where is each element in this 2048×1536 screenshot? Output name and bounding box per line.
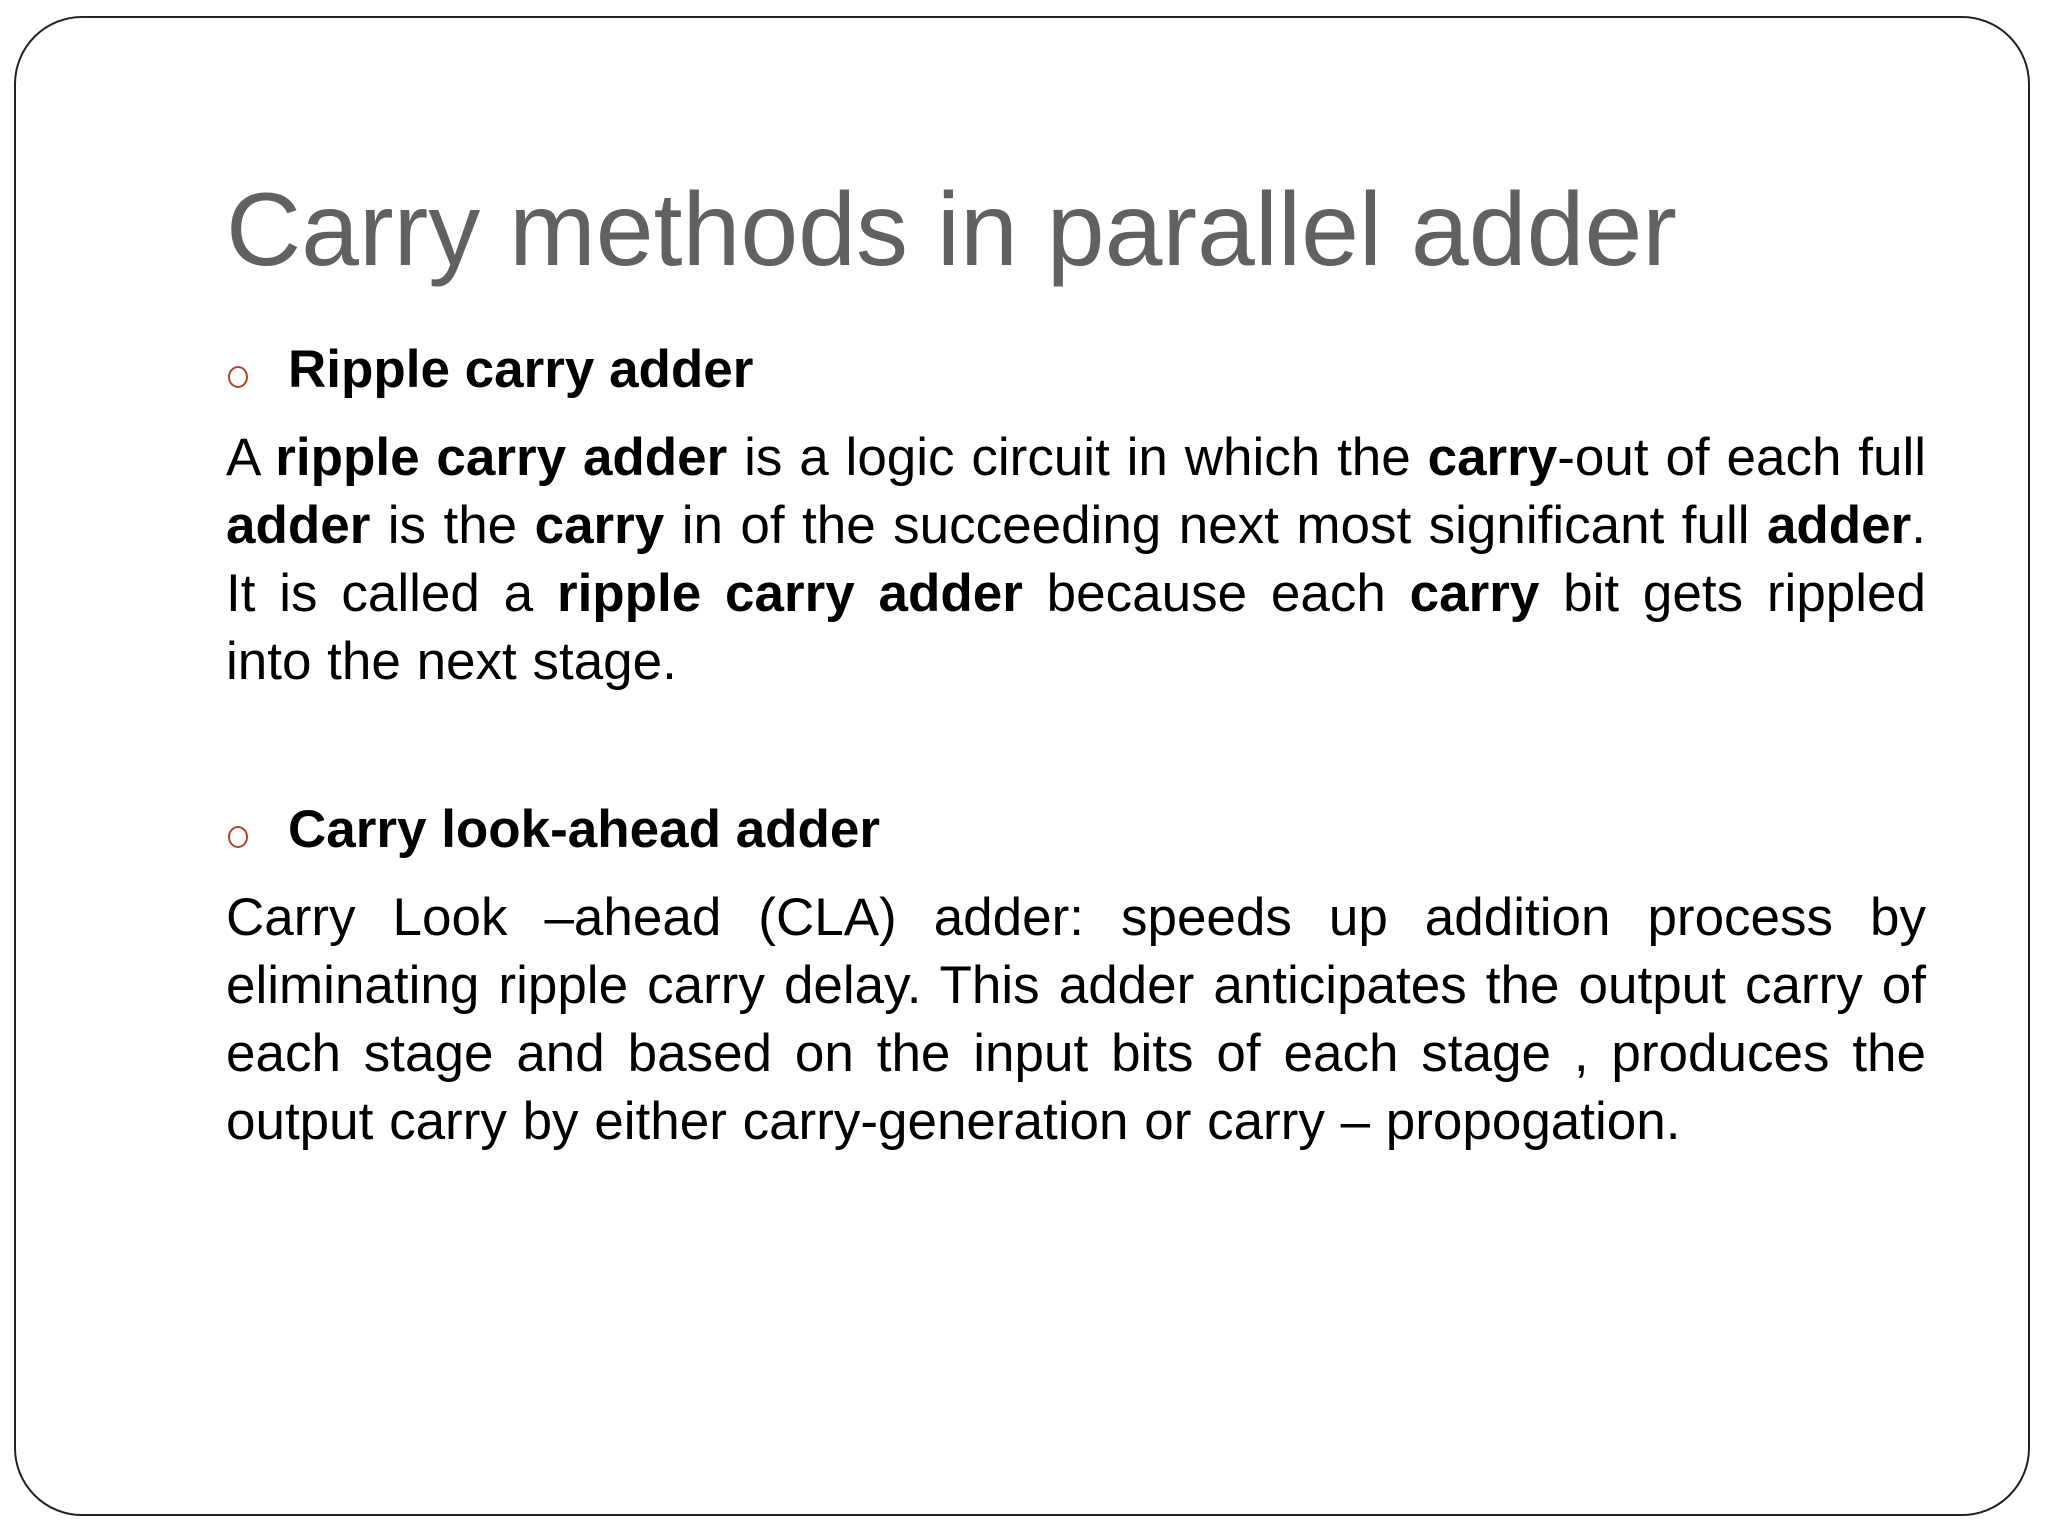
- text-run: . It is called a: [226, 496, 1926, 623]
- text-run: A: [226, 428, 276, 487]
- bold-text-run: ripple carry adder: [556, 564, 1023, 623]
- hollow-circle-bullet-icon: [228, 366, 248, 388]
- section-ripple-carry-adder: [226, 338, 1926, 696]
- section-paragraph: [226, 884, 1926, 1156]
- bold-text-run: carry: [534, 496, 665, 555]
- slide-title: Carry methods in parallel adder: [226, 172, 1677, 288]
- text-run: is the: [370, 496, 535, 555]
- section-carry-look-ahead-adder: [226, 798, 1926, 1156]
- text-run: in of the succeeding next most significant full: [664, 496, 1767, 555]
- text-run: because each: [1022, 564, 1410, 623]
- text-run: Carry Look –ahead (CLA) adder: speeds up addition process by eliminating ripple carry delay. This adder anticipates the output carry of each stage and based on the input bits of each stage , produces the output carry by either carry-generation or carry – propogation.: [226, 888, 1926, 1151]
- bullet-heading: [226, 798, 1926, 862]
- bold-text-run: adder: [226, 496, 371, 555]
- bullet-heading: [226, 338, 1926, 402]
- text-run: -out of each full: [1557, 428, 1927, 487]
- text-run: bit gets rippled into the next stage.: [226, 564, 1927, 691]
- section-heading: Ripple carry adder: [288, 340, 754, 399]
- section-heading: Carry look-ahead adder: [288, 800, 881, 859]
- section-paragraph: [226, 424, 1926, 696]
- bold-text-run: carry: [1409, 564, 1540, 623]
- bold-text-run: ripple carry adder: [275, 428, 728, 487]
- bold-text-run: carry: [1427, 428, 1558, 487]
- text-run: is a logic circuit in which the: [727, 428, 1428, 487]
- hollow-circle-bullet-icon: [228, 826, 248, 848]
- bold-text-run: adder: [1766, 496, 1912, 555]
